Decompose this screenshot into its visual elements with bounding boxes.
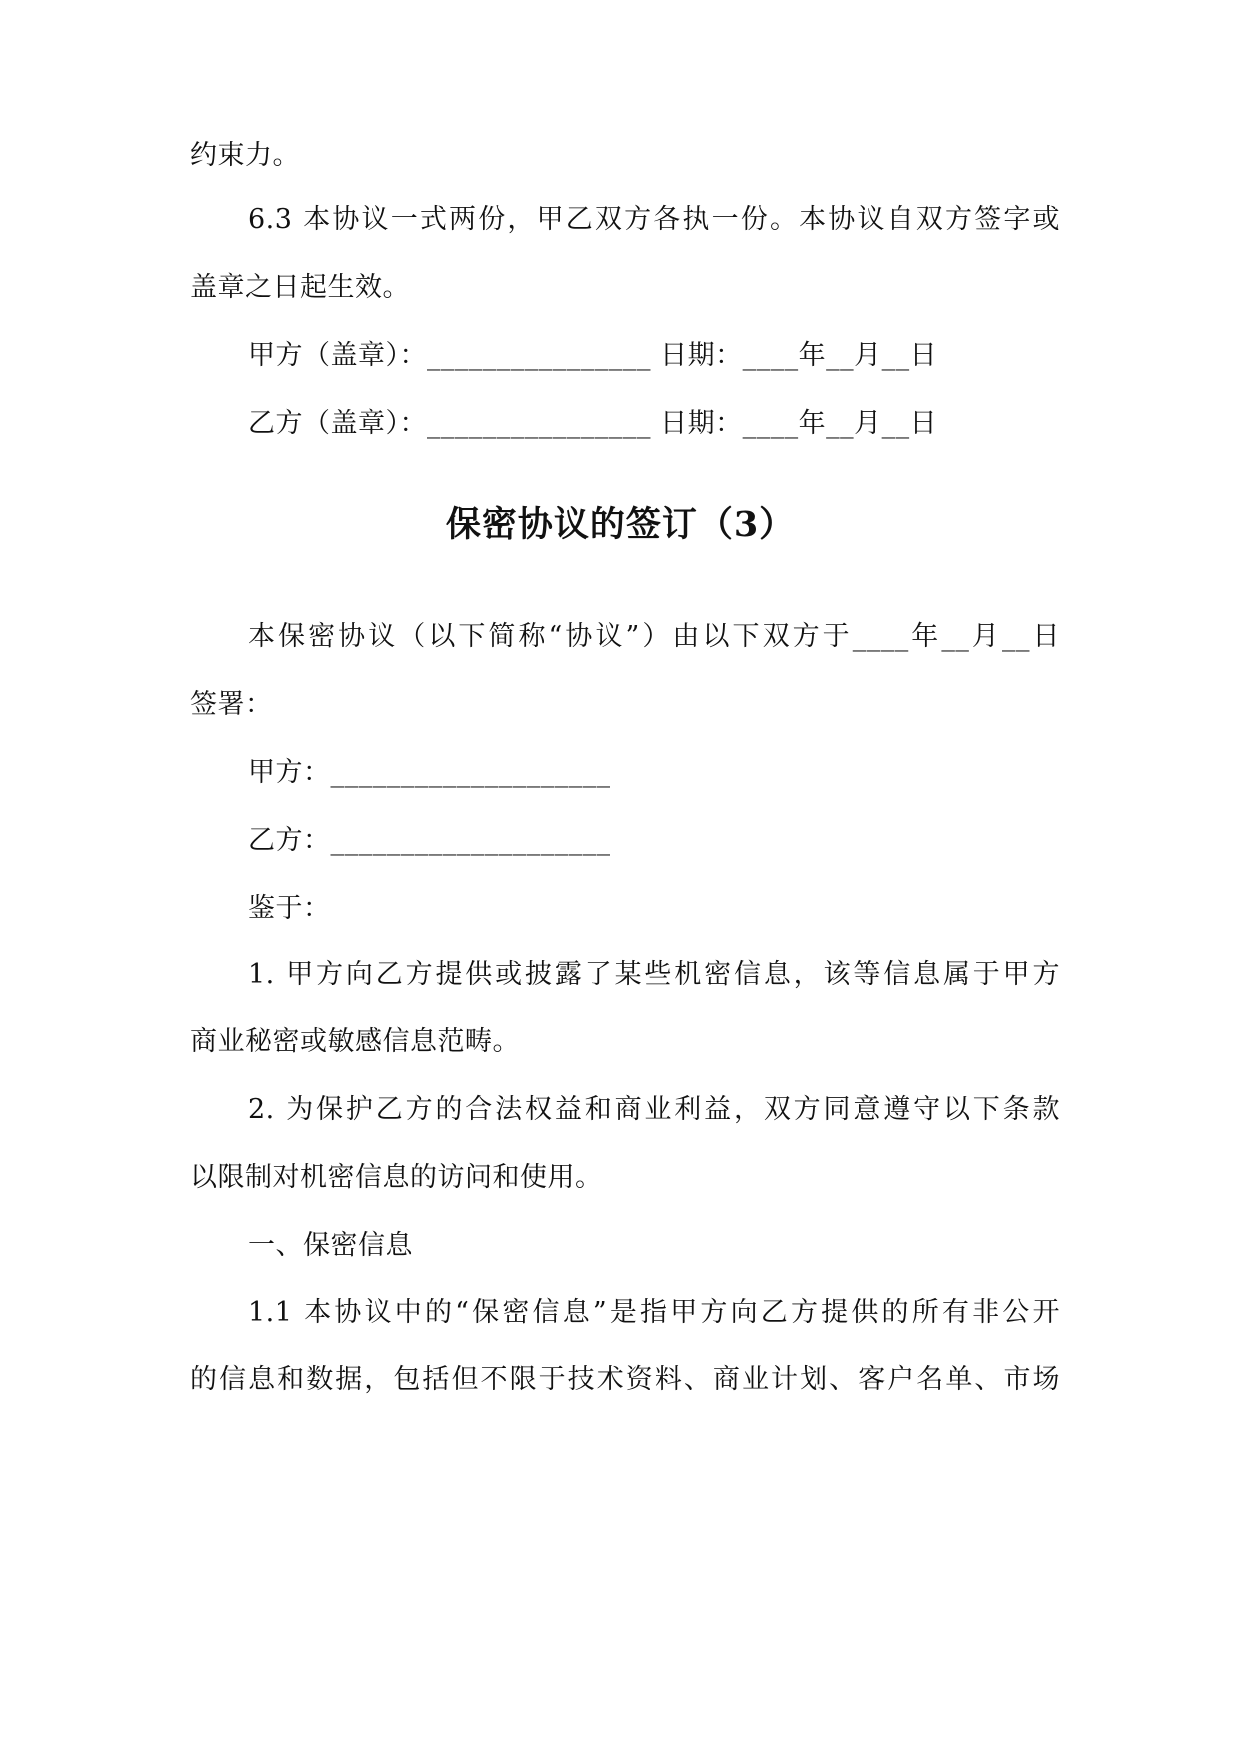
text-line: 商业秘密或敏感信息范畴。 xyxy=(190,1026,520,1057)
whereas-heading: 鉴于： xyxy=(248,893,331,924)
party-b-seal-line: 乙方（盖章）：________________ 日期：____年__月__日 xyxy=(248,408,938,439)
party-a-seal-line: 甲方（盖章）：________________ 日期：____年__月__日 xyxy=(248,340,938,371)
party-b-line: 乙方：____________________ xyxy=(248,825,611,856)
document-title: 保密协议的签订（3） xyxy=(445,504,796,545)
text-line: 约束力。 xyxy=(190,140,300,171)
section-heading: 一、保密信息 xyxy=(248,1230,413,1261)
party-a-line: 甲方：____________________ xyxy=(248,757,611,788)
recital-1: 1. 甲方向乙方提供或披露了某些机密信息，该等信息属于甲方 xyxy=(248,959,1060,990)
clause-6-3: 6.3 本协议一式两份，甲乙双方各执一份。本协议自双方签字或 xyxy=(248,204,1060,235)
text-line: 盖章之日起生效。 xyxy=(190,272,410,303)
clause-1-1: 1.1 本协议中的“保密信息”是指甲方向乙方提供的所有非公开 xyxy=(248,1297,1060,1328)
recital-2: 2. 为保护乙方的合法权益和商业利益，双方同意遵守以下条款 xyxy=(248,1094,1060,1125)
text-line: 签署： xyxy=(190,689,273,720)
text-line: 的信息和数据，包括但不限于技术资料、商业计划、客户名单、市场 xyxy=(190,1364,1060,1395)
text-line: 以限制对机密信息的访问和使用。 xyxy=(190,1162,603,1193)
intro-line: 本保密协议（以下简称“协议”）由以下双方于____年__月__日 xyxy=(248,621,1060,652)
